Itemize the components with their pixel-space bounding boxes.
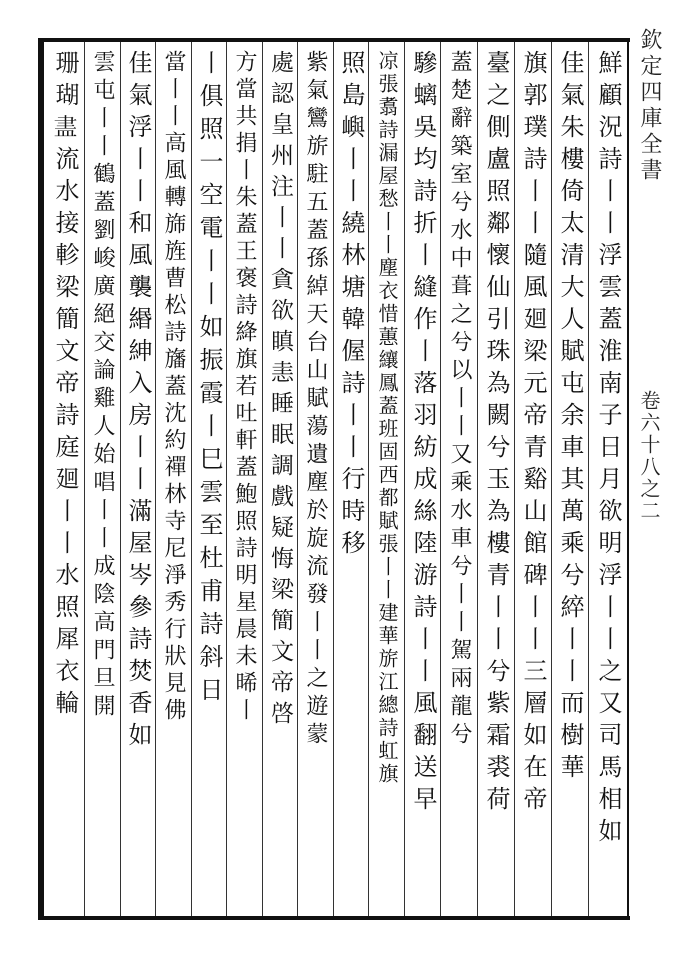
- text-column-13: 當丨丨高風轉旆旌曹松詩旛蓋沈約禪林寺尼淨秀行狀見佛: [161, 50, 186, 725]
- text-column-6: 驂螭吳均詩折丨縫作丨落羽紡成絲陸游詩丨丨風翻送早: [409, 50, 437, 818]
- text-column-12: 丨俱照一空電丨丨如振霞丨巳雲至杜甫詩斜日: [195, 50, 223, 710]
- text-column-8: 照島嶼丨丨繞林塘韓偓詩丨丨行時移: [337, 50, 365, 562]
- text-column-11: 方當共捐丨朱蓋王褒詩絳旗若吐軒蓋鮑照詩明星晨未晞丨: [232, 50, 257, 725]
- text-column-10: 處認皇州注丨丨貪欲瞋恚睡眠調戲疑悔梁簡文帝啓: [267, 50, 293, 732]
- text-column-3: 旗郭璞詩丨丨隨風廻梁元帝青谿山館碑丨丨三層如在帝: [519, 50, 547, 818]
- text-column-1: 鮮顧況詩丨丨浮雲蓋淮南子日月欲明浮丨丨之又司馬相如: [594, 50, 622, 850]
- text-column-9: 紫氣鸞旂駐五蓋孫綽天台山賦蕩遺塵於旋流發丨丨之遊蒙: [303, 50, 328, 750]
- text-column-15: 雲屯丨丨鶴蓋劉峻廣絕交論雞人始唱丨丨成陰高門旦開: [90, 50, 115, 722]
- frame-right-rule: [627, 38, 629, 920]
- margin-volume-label: 卷六十八之二: [637, 390, 661, 522]
- text-column-4: 臺之側盧照鄰懷仙引珠為闕兮玉為樓青丨丨兮紫霜裘荷: [482, 50, 510, 818]
- text-column-7: 凉張翥詩漏屋愁丨丨塵衣惜蕙纕鳳蓋班固西都賦張丨丨建華旂江總詩虹旗: [375, 50, 399, 786]
- margin-header: 欽定四庫全書: [637, 28, 662, 184]
- text-column-2: 佳氣朱樓倚太清大人賦屯余車其萬乘兮綷丨丨而樹華: [556, 50, 584, 786]
- text-column-5: 蓋楚辭築室兮水中葺之兮以丨丨又乘水車兮丨丨駕兩龍兮: [447, 50, 472, 750]
- text-column-14: 佳氣浮丨丨和風襲緡紳入房丨丨滿屋岑參詩焚香如: [124, 50, 152, 754]
- text-column-16: 珊瑚𥁞流水接軫梁簡文帝詩庭廻丨丨水照犀衣輪: [51, 50, 79, 722]
